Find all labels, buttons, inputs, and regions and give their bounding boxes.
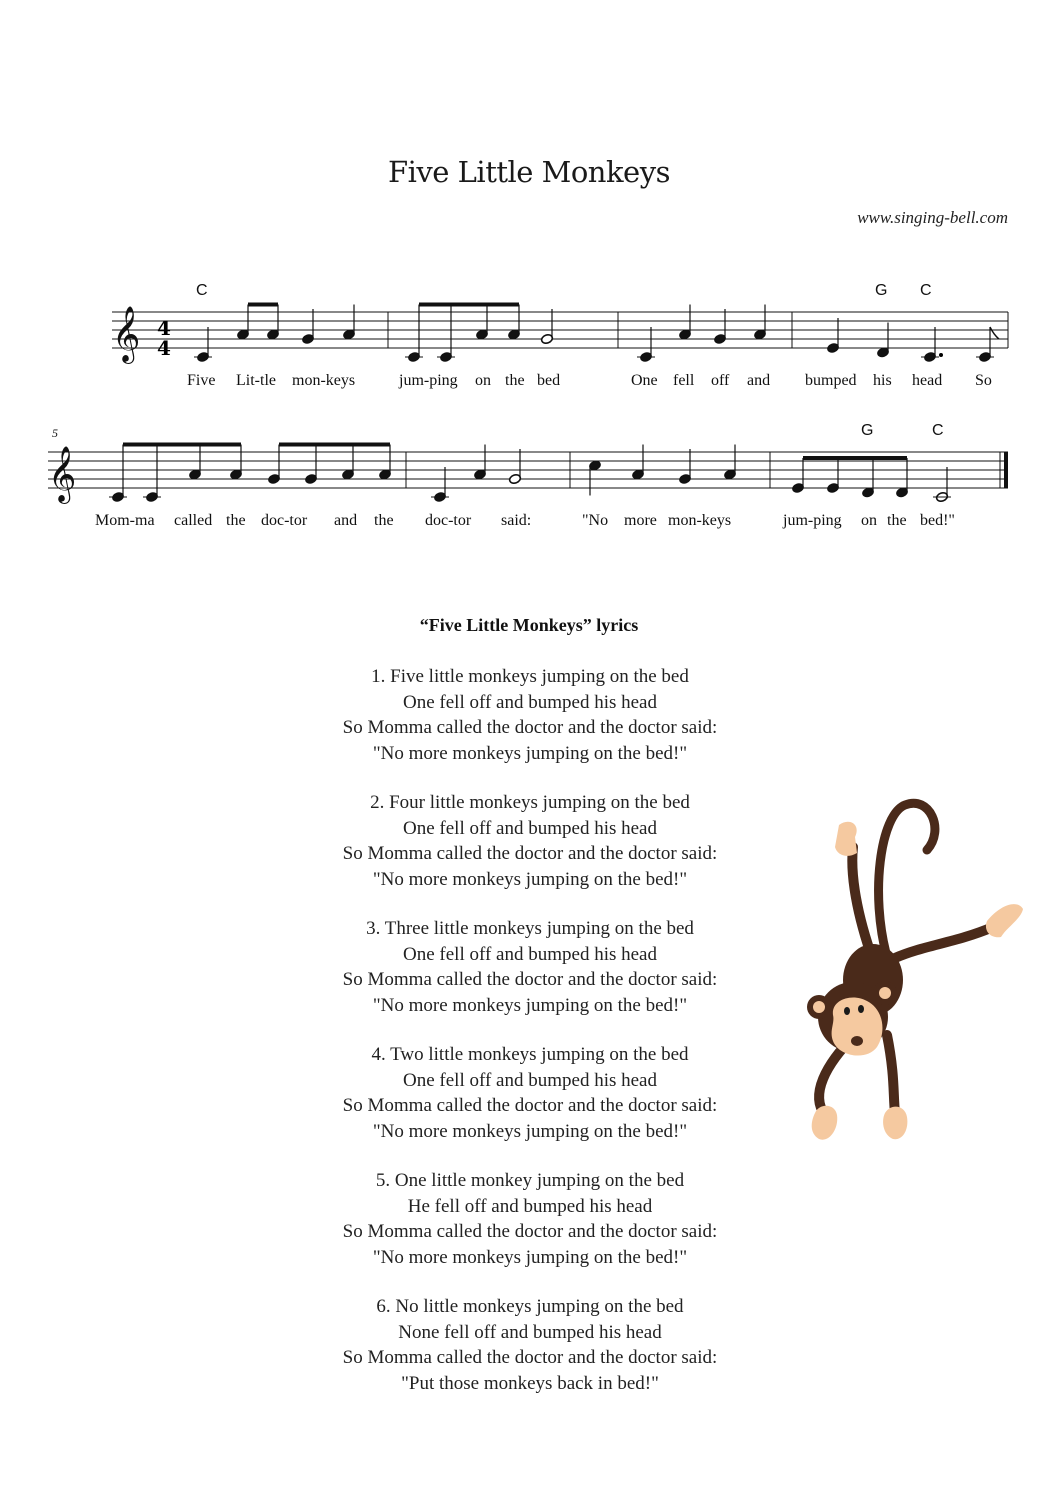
verse-line: 4. Two little monkeys jumping on the bed <box>371 1044 689 1065</box>
lyric-syllable: doc-tor <box>425 512 472 529</box>
lyric-syllable: bumped <box>805 372 857 389</box>
lyric-syllable: So <box>975 372 992 389</box>
lyric-syllable: head <box>912 372 943 389</box>
verse-line: 6. No little monkeys jumping on the bed <box>376 1296 684 1317</box>
lyric-syllable: "No <box>582 512 609 529</box>
verse <box>230 1294 830 1396</box>
lyric-syllable: the <box>226 512 246 529</box>
lyric-syllable: jum-ping <box>783 512 842 529</box>
chord-symbol: C <box>196 282 208 299</box>
verse-line: One fell off and bumped his head <box>403 1069 657 1091</box>
lyric-syllable: Lit-tle <box>236 372 276 389</box>
lyric-syllable: the <box>374 512 394 529</box>
monkey-tail <box>879 803 935 957</box>
lyric-syllable: fell <box>673 372 695 389</box>
verse-line: "No more monkeys jumping on the bed!" <box>372 1246 688 1268</box>
verse-line: "Put those monkeys back in bed!" <box>401 1372 659 1394</box>
verse-line: He fell off and bumped his head <box>407 1195 653 1217</box>
lyric-syllable: bed <box>537 372 561 389</box>
verse <box>230 1042 830 1144</box>
chord-symbol: G <box>875 282 888 299</box>
note-dot <box>939 353 943 357</box>
monkey-leg <box>895 927 993 958</box>
sheet-music <box>0 260 1058 550</box>
song-title: Five Little Monkeys <box>388 155 670 189</box>
verse-line: So Momma called the doctor and the doctor said: <box>342 969 718 990</box>
verse <box>230 1168 830 1270</box>
monkey-foot <box>835 822 857 856</box>
verse-line: 1. Five little monkeys jumping on the bed <box>371 666 689 687</box>
monkey-leg <box>852 847 873 960</box>
verse-line: "No more monkeys jumping on the bed!" <box>372 742 688 764</box>
lyric-syllable: jum-ping <box>399 372 458 389</box>
website-url: www.singing-bell.com <box>857 208 1008 227</box>
verse <box>230 916 830 1018</box>
verse-line: So Momma called the doctor and the doctor said: <box>342 843 718 864</box>
monkey-hand <box>883 1107 907 1140</box>
lyric-syllable: on <box>861 512 877 529</box>
lyric-syllable: on <box>475 372 491 389</box>
lyric-syllable: Mom-ma <box>95 512 155 529</box>
lyric-syllable: and <box>747 372 771 389</box>
lyrics-heading: “Five Little Monkeys” lyrics <box>419 615 639 635</box>
lyric-syllable: bed!" <box>920 512 955 529</box>
staff-system-1 <box>112 305 1008 365</box>
lyric-syllable: Five <box>187 372 216 389</box>
lyric-syllable: the <box>887 512 907 529</box>
verse-line: So Momma called the doctor and the doctor said: <box>342 1347 718 1368</box>
lyric-syllable: said: <box>501 512 532 529</box>
time-signature-bottom: 4 <box>157 336 171 360</box>
treble-clef-icon: 𝄞 <box>48 446 77 502</box>
verse-line: "No more monkeys jumping on the bed!" <box>372 994 688 1016</box>
verse-line: One fell off and bumped his head <box>403 817 657 839</box>
monkey-illustration <box>795 795 1035 1155</box>
verse-line: "No more monkeys jumping on the bed!" <box>372 1120 688 1142</box>
treble-clef-icon: 𝄞 <box>112 306 141 362</box>
verse-line: So Momma called the doctor and the doctor said: <box>342 717 718 738</box>
time-signature-top: 4 <box>157 316 171 340</box>
note-flag <box>990 327 999 339</box>
chord-symbol: C <box>932 422 944 439</box>
lyrics-verses <box>230 664 830 1420</box>
lyric-syllable: the <box>505 372 525 389</box>
lyric-syllable: mon-keys <box>668 512 732 529</box>
lyric-syllable: more <box>624 512 657 529</box>
verse-line: So Momma called the doctor and the doctor said: <box>342 1095 718 1116</box>
verse-line: 2. Four little monkeys jumping on the bed <box>370 792 690 813</box>
lyric-syllable: doc-tor <box>261 512 308 529</box>
verse <box>230 790 830 892</box>
lyric-syllable: called <box>174 512 213 529</box>
lyric-syllable: off <box>711 372 730 389</box>
chord-symbol: C <box>920 282 932 299</box>
lyric-syllable: mon-keys <box>292 372 356 389</box>
verse-line: 3. Three little monkeys jumping on the bed <box>366 918 694 939</box>
verse-line: One fell off and bumped his head <box>403 943 657 965</box>
verse-line: 5. One little monkey jumping on the bed <box>375 1170 685 1191</box>
verse-line: None fell off and bumped his head <box>398 1321 662 1343</box>
lyric-syllable: One <box>631 372 658 389</box>
chord-symbol: G <box>861 422 874 439</box>
verse-line: "No more monkeys jumping on the bed!" <box>372 868 688 890</box>
verse-line: One fell off and bumped his head <box>403 691 657 713</box>
lyric-syllable: his <box>873 372 892 389</box>
monkey-arm <box>887 1035 895 1113</box>
lyric-syllable: and <box>334 512 358 529</box>
staff-system-2 <box>48 445 1008 505</box>
verse-line: So Momma called the doctor and the doctor said: <box>342 1221 718 1242</box>
monkey-hand <box>812 1106 838 1140</box>
verse <box>230 664 830 766</box>
monkey-foot <box>986 904 1023 937</box>
measure-number: 5 <box>52 426 58 440</box>
